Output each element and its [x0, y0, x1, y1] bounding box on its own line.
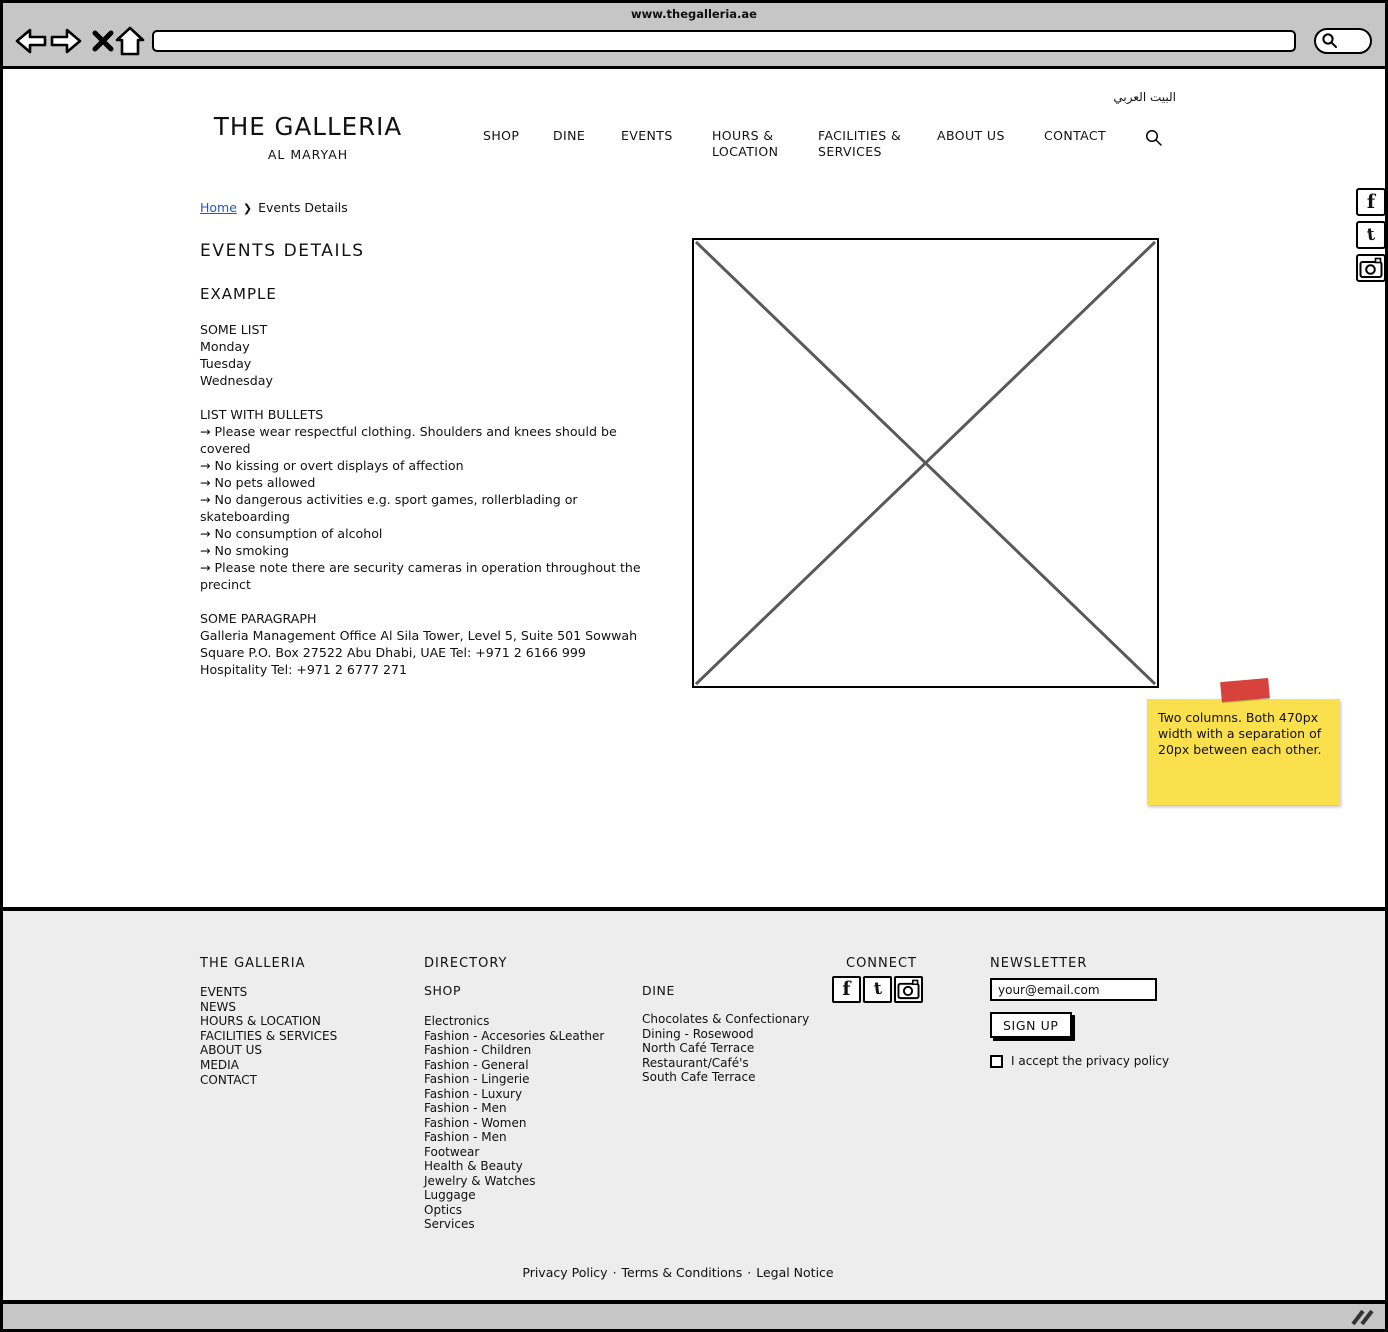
search-icon — [1321, 32, 1339, 50]
footer-shop-link[interactable]: Jewelry & Watches — [424, 1173, 536, 1188]
footer-directory-heading: DIRECTORY — [424, 956, 508, 971]
footer-shop-link[interactable]: Electronics — [424, 1014, 490, 1028]
home-button[interactable] — [114, 25, 146, 57]
twitter-icon: t — [1365, 224, 1376, 245]
instagram-button[interactable] — [1356, 254, 1386, 282]
bullet-item: → Please wear respectful clothing. Shoulders and knees should be covered — [200, 424, 617, 456]
nav-search-button[interactable] — [1144, 128, 1164, 148]
bullet-item: → Please note there are security cameras in operation throughout the precinct — [200, 560, 641, 592]
resize-grip-icon — [1350, 1309, 1376, 1326]
footer-dine-subheading[interactable]: DINE — [642, 983, 675, 998]
bullet-item: → No dangerous activities e.g. sport games, rollerblading or skateboarding — [200, 492, 578, 524]
nav-dine[interactable]: DINE — [553, 128, 586, 143]
footer-shop-link[interactable]: Fashion - Children — [424, 1043, 532, 1057]
bullet-item: → No consumption of alcohol — [200, 526, 383, 541]
breadcrumb — [200, 200, 348, 215]
browser-chrome — [0, 0, 1388, 69]
list-item: Monday — [200, 339, 250, 354]
site-logo[interactable]: THE GALLERIA — [213, 112, 403, 141]
footer-shop-link[interactable]: Optics — [424, 1202, 462, 1217]
footer-shop-link[interactable]: Fashion - Luxury — [424, 1086, 523, 1101]
footer-link-facilities-services[interactable]: FACILITIES & SERVICES — [200, 1028, 338, 1043]
footer-shop-subheading[interactable]: SHOP — [424, 983, 462, 998]
home-icon — [115, 26, 145, 56]
forward-arrow-icon — [50, 26, 82, 56]
resize-grip[interactable] — [1350, 1309, 1376, 1330]
site-logo-subtitle: AL MARYAH — [267, 147, 349, 162]
facebook-button[interactable] — [1356, 188, 1386, 216]
twitter-icon: t — [872, 978, 883, 1000]
footer-newsletter-heading: NEWSLETTER — [990, 956, 1088, 971]
nav-shop[interactable]: SHOP — [483, 128, 520, 143]
paragraph-heading: SOME PARAGRAPH — [200, 611, 317, 626]
legal-separator: · — [747, 1265, 752, 1280]
nav-about-us[interactable]: ABOUT US — [937, 128, 1005, 143]
camera-icon — [1359, 257, 1383, 280]
content-text-column — [200, 321, 650, 695]
footer-shop-link[interactable]: Services — [424, 1217, 475, 1231]
newsletter-email-input[interactable] — [990, 978, 1157, 1001]
footer-shop-link[interactable]: Fashion - Women — [424, 1115, 527, 1130]
bullet-list-heading: LIST WITH BULLETS — [200, 407, 324, 422]
url-bar[interactable] — [152, 30, 1296, 52]
footer-dine-links — [642, 1012, 809, 1085]
list-item: Tuesday — [200, 356, 252, 371]
footer-dine-link[interactable]: North Café Terrace — [642, 1041, 755, 1056]
bullet-item: → No smoking — [200, 543, 289, 558]
close-x-icon — [91, 29, 115, 53]
language-switch-link[interactable]: البيت العربي — [1113, 90, 1176, 104]
paragraph-block — [200, 610, 650, 678]
terms-conditions-link[interactable]: Terms & Conditions — [621, 1265, 743, 1280]
footer-shop-links — [424, 1014, 604, 1232]
facebook-button[interactable] — [832, 976, 861, 1003]
privacy-consent-row — [990, 1054, 1169, 1068]
some-list-block — [200, 321, 650, 389]
twitter-button[interactable] — [1356, 221, 1386, 249]
privacy-checkbox-label: I accept the privacy policy — [1011, 1054, 1170, 1068]
sticky-note — [1147, 699, 1340, 805]
browser-status-bar — [0, 1300, 1388, 1332]
nav-contact[interactable]: CONTACT — [1044, 128, 1107, 143]
footer-link-media[interactable]: MEDIA — [200, 1057, 239, 1072]
privacy-checkbox[interactable] — [990, 1055, 1003, 1068]
footer-social-icons — [832, 976, 923, 1003]
facebook-icon: f — [842, 978, 851, 1000]
footer-shop-link[interactable]: Fashion - Men — [424, 1101, 507, 1115]
footer-shop-link[interactable]: Fashion - General — [424, 1057, 529, 1072]
back-button[interactable] — [15, 25, 47, 57]
newsletter-signup-button[interactable]: SIGN UP — [990, 1012, 1072, 1038]
footer-link-hours-location[interactable]: HOURS & LOCATION — [200, 1014, 321, 1029]
page-title: www.thegalleria.ae — [631, 7, 757, 21]
placeholder-x-icon — [694, 240, 1157, 686]
footer-link-about-us[interactable]: ABOUT US — [200, 1043, 263, 1058]
search-icon — [1144, 128, 1164, 148]
facebook-icon: f — [1366, 190, 1376, 213]
legal-separator: · — [612, 1265, 617, 1280]
footer-link-news[interactable]: NEWS — [200, 999, 237, 1014]
instagram-button[interactable] — [894, 976, 923, 1003]
legal-notice-link[interactable]: Legal Notice — [756, 1265, 834, 1280]
nav-hours-location[interactable]: HOURS & LOCATION — [712, 128, 779, 159]
bullet-item: → No kissing or overt displays of affection — [200, 458, 464, 473]
image-placeholder — [692, 238, 1159, 688]
back-arrow-icon — [15, 26, 47, 56]
forward-button[interactable] — [50, 25, 82, 57]
footer-link-events[interactable]: EVENTS — [200, 985, 248, 999]
footer-dine-link[interactable]: Chocolates & Confectionary — [642, 1012, 810, 1026]
page-heading: EVENTS DETAILS — [200, 241, 365, 261]
legal-links — [0, 1265, 1356, 1280]
nav-events[interactable]: EVENTS — [621, 128, 673, 143]
footer — [0, 907, 1388, 1303]
side-social-bar — [1356, 188, 1386, 282]
sticky-note-tape — [1220, 678, 1270, 702]
bullet-list-block — [200, 406, 650, 593]
privacy-policy-link[interactable]: Privacy Policy — [522, 1265, 608, 1280]
footer-connect-heading: CONNECT — [846, 956, 917, 971]
footer-shop-link[interactable]: Fashion - Lingerie — [424, 1072, 530, 1086]
camera-icon — [897, 979, 920, 1001]
list-item: Wednesday — [200, 373, 273, 388]
footer-shop-link[interactable]: Footwear — [424, 1144, 480, 1159]
footer-shop-link[interactable]: Fashion - Men — [424, 1130, 507, 1144]
twitter-button[interactable] — [863, 976, 892, 1003]
paragraph-text: Galleria Management Office Al Sila Tower, Level 5, Suite 501 Sowwah Square P.O. Box 27522 Abu Dhabi, UAE Tel: +971 2 6166 999 Hospitality Tel: +971 2 6777 271 — [200, 628, 638, 677]
footer-galleria-links — [200, 985, 337, 1087]
footer-shop-link[interactable]: Fashion - Accesories &Leather — [424, 1028, 605, 1043]
some-list-heading: SOME LIST — [200, 322, 268, 337]
footer-link-contact[interactable]: CONTACT — [200, 1072, 257, 1087]
nav-facilities-services[interactable]: FACILITIES & SERVICES — [818, 128, 902, 159]
bullet-item: → No pets allowed — [200, 475, 316, 490]
breadcrumb-current: Events Details — [258, 200, 348, 215]
footer-shop-link[interactable]: Luggage — [424, 1188, 476, 1202]
footer-dine-link[interactable]: Restaurant/Café's — [642, 1055, 749, 1070]
breadcrumb-chevron-icon: ❯ — [242, 202, 253, 215]
footer-galleria-heading: THE GALLERIA — [200, 956, 306, 971]
footer-shop-link[interactable]: Health & Beauty — [424, 1159, 523, 1173]
footer-dine-link[interactable]: Dining - Rosewood — [642, 1026, 754, 1041]
breadcrumb-home-link[interactable]: Home — [200, 200, 237, 215]
sticky-note-text: Two columns. Both 470px width with a separation of 20px between each other. — [1158, 710, 1322, 757]
footer-dine-link[interactable]: South Cafe Terrace — [642, 1070, 756, 1085]
section-heading-example: EXAMPLE — [200, 285, 277, 303]
browser-search-box[interactable] — [1314, 28, 1372, 54]
